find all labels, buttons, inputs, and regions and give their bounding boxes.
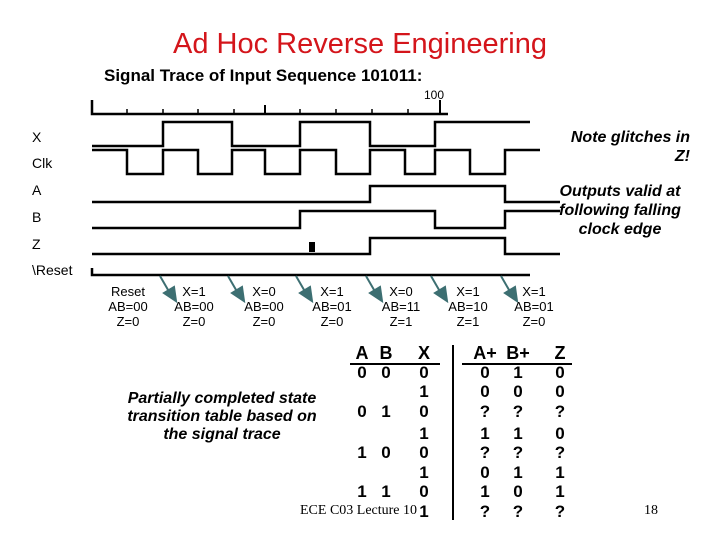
state-line: AB=00 [174,299,214,314]
cell-x: 0 [419,363,429,382]
cell-a: 1 [357,482,367,501]
time-ruler [92,100,448,114]
page-number: 18 [644,503,658,518]
signal-label-z: Z [32,236,41,252]
state-label [234,284,294,329]
cell-a: 1 [357,443,367,462]
z-glitch [309,242,315,252]
state-line: AB=10 [448,299,488,314]
header-b: B [379,343,393,363]
signal-label-x: X [32,129,42,145]
cell-z: 0 [555,424,565,443]
cell-b: 1 [381,482,391,501]
cell-a-next: ? [479,443,491,462]
cell-a: 0 [357,402,367,421]
signal-label-b: B [32,209,42,225]
cell-z: 1 [555,463,565,482]
cell-a-next: 1 [480,424,490,443]
cell-b: 0 [381,363,391,382]
cell-z: ? [554,502,566,521]
cell-b: 0 [381,443,391,462]
state-line: X=1 [522,284,546,299]
header-b-next: B+ [506,343,530,363]
cell-x: 1 [419,424,429,443]
state-line: Z=0 [116,314,140,329]
state-line: Z=1 [389,314,413,329]
cell-a-next: ? [479,402,491,421]
state-line: X=0 [252,284,276,299]
state-line: X=1 [456,284,480,299]
state-line: Z=0 [320,314,344,329]
cell-z: 0 [555,382,565,401]
table-caption: Partially completed state transition table based on the signal trace [127,390,317,443]
signal-label-clk: Clk [32,155,53,171]
cell-x: 1 [419,382,429,401]
signal-label-reset: \Reset [32,262,73,278]
state-label [504,284,564,329]
cell-b-next: 1 [513,424,523,443]
header-z: Z [554,343,566,363]
footer-lecture: ECE C03 Lecture 10 [300,503,418,518]
header-a-next: A+ [473,343,497,363]
state-line: AB=01 [514,299,554,314]
cell-b-next: 0 [513,482,523,501]
cell-a: 0 [357,363,367,382]
state-label [302,284,362,329]
state-line: X=0 [389,284,413,299]
header-a: A [355,343,369,363]
a-waveform [92,186,560,202]
state-line: Z=1 [456,314,480,329]
state-label [164,284,224,329]
note-glitches: Note glitches in Z! [570,129,690,165]
state-line: X=1 [182,284,206,299]
note-outputs: Outputs valid at following falling clock edge [559,183,681,238]
cell-a-next: 0 [480,382,490,401]
cell-x: 0 [419,482,429,501]
page-title: Ad Hoc Reverse Engineering [173,28,547,60]
cell-b-next: ? [512,502,524,521]
state-line: AB=01 [312,299,352,314]
cell-a-next: 0 [480,363,490,382]
cell-x: 1 [419,463,429,482]
state-line: AB=00 [244,299,284,314]
state-line: AB=00 [108,299,148,314]
cell-b-next: 1 [513,463,523,482]
cell-b-next: 1 [513,363,523,382]
state-label [438,284,498,329]
clk-waveform [92,150,540,174]
trace-subtitle: Signal Trace of Input Sequence 101011: [104,66,423,85]
header-x: X [417,343,430,363]
cell-b-next: 0 [513,382,523,401]
state-label [98,284,158,329]
cell-b-next: ? [512,443,524,462]
signal-label-a: A [32,182,42,198]
z-waveform [92,238,560,254]
state-line: Reset [111,284,145,299]
reset-waveform [92,268,530,275]
x-waveform [92,122,530,146]
cell-b: 1 [381,402,391,421]
state-line: Z=0 [252,314,276,329]
cell-x: 0 [419,402,429,421]
state-line: AB=11 [381,299,421,314]
cell-z: ? [554,443,566,462]
cell-a-next: ? [479,502,491,521]
cell-z: 0 [555,363,565,382]
cell-b-next: ? [512,402,524,421]
cell-a-next: 0 [480,463,490,482]
cell-x: 1 [419,502,429,521]
state-line: X=1 [320,284,344,299]
cell-z: ? [554,402,566,421]
scale-label: 100 [424,88,445,102]
cell-a-next: 1 [480,482,490,501]
cell-z: 1 [555,482,565,501]
b-waveform [92,211,560,228]
cell-x: 0 [419,443,429,462]
state-line: Z=0 [522,314,546,329]
state-label [371,284,431,329]
state-line: Z=0 [182,314,206,329]
